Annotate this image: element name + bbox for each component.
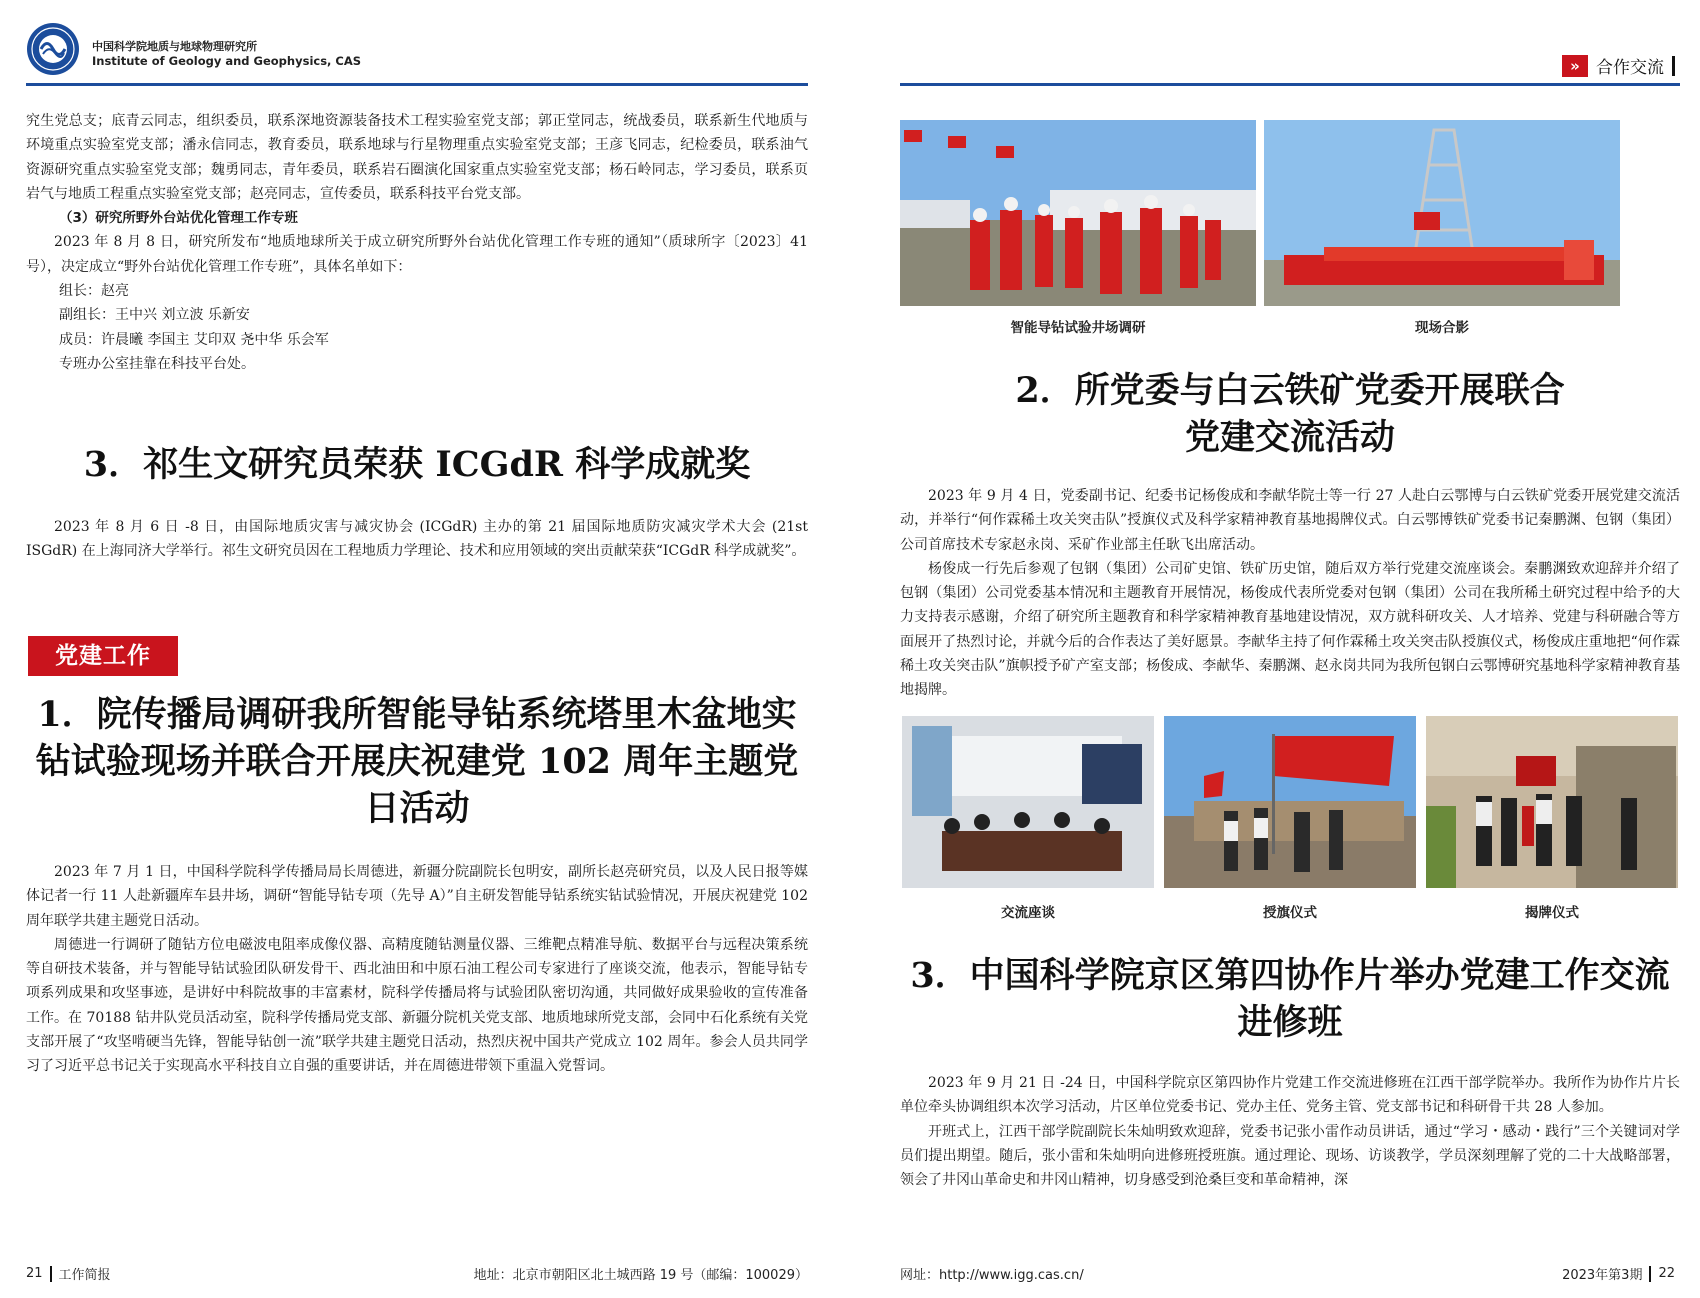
- heading-one: 1．院传播局调研我所智能导钻系统塔里木盆地实钻试验现场并联合开展庆祝建党 102 周年主题党日活动: [35, 694, 799, 829]
- subheading-field-stations: （3）研究所野外台站优化管理工作专班: [59, 210, 298, 227]
- caption-flag-ceremony: 授旗仪式: [1263, 905, 1317, 921]
- para-one-b: 周德进一行调研了随钻方位电磁波电阻率成像仪器、高精度随钻测量仪器、三维靶点精准导航、数据平台与远程决策系统等自研技术装备，并与智能导钻试验团队研发骨干、西北油田和中原石油工程公司专家进行了座谈交流，他表示，智能导钻专项系列成果和攻坚事迹，是讲好中科院故事的丰富素材，院科学传播局将与试验团队密切沟通，共同做好成果验收的宣传准备工作。在 70188 钻井队党员活动室，院科学传播局党支部、新疆分院机关党支部、地质地球所党支部，会同中石化系统有关党支部开展了“攻坚啃硬当先锋，智能导钻创一流”联学共建主题党日活动，热烈庆祝中国共产党成立 102 周年。参会人员共同学习了习近平总书记关于实现高水平科技自立自强的重要讲话，并在周德进带领下重温入党誓词。: [26, 936, 808, 1075]
- para-two-b: 杨俊成一行先后参观了包钢（集团）公司矿史馆、铁矿历史馆，随后双方举行党建交流座谈会。秦鹏渊致欢迎辞并介绍了包钢（集团）公司党委基本情况和主题教育开展情况，杨俊成代表所党委对包钢（集团）公司在我所稀土研究过程中给予的大力支持表示感谢，介绍了研究所主题教育和科学家精神教育基地建设情况，双方就科研攻关、人才培养、党建与科研融合等方面展开了热烈讨论，并就今后的合作表达了美好愿景。李献华主持了何作霖稀土攻关突击队授旗仪式，杨俊成庄重地把“何作霖稀土攻关突击队”旗帜授予矿产室支部；杨俊成、李献华、秦鹏渊、赵永岗共同为我所包钢白云鄂博研究基地科学家精神教育基地揭牌。: [900, 560, 1680, 699]
- institute-logo-icon: [26, 22, 80, 76]
- award-paragraph: 2023 年 8 月 6 日 -8 日，由国际地质灾害与减灾协会 (ICGdR) 主办的第 21 届国际地质防灾减灾学术大会 (21st ISGdR) 在上海同济大学举行。祁生文研究员因在工程地质力学理论、技术和应用领域的突出贡献荣获“ICGdR 科学成就奖”。: [26, 519, 808, 560]
- list-item: 成员：许晨曦 李国主 艾印双 尧中华 乐会军: [59, 331, 329, 348]
- photo-plaque-unveiling: [1426, 716, 1678, 888]
- institute-name-en: Institute of Geology and Geophysics, CAS: [92, 54, 362, 68]
- notice-paragraph: 2023 年 8 月 8 日，研究所发布“地质地球所关于成立研究所野外台站优化管理工作专班的通知”（质球所字〔2023〕41 号），决定成立“野外台站优化管理工作专班”，具体名单如下：: [26, 234, 808, 275]
- list-item: 专班办公室挂靠在科技平台处。: [59, 355, 255, 372]
- institute-name-cn: 中国科学院地质与地球物理研究所: [92, 40, 257, 53]
- caption-meeting: 交流座谈: [1001, 905, 1055, 921]
- para-three-b: 开班式上，江西干部学院副院长朱灿明致欢迎辞，党委书记张小雷作动员讲话，通过“学习・感动・践行”三个关键词对学员们提出期望。随后，张小雷和朱灿明向进修班授班旗。通过理论、现场、访谈教学，学员深刻理解了党的二十大战略部署，领会了井冈山革命史和井冈山精神，切身感受到沧桑巨变和革命精神，深: [900, 1123, 1680, 1189]
- page-number-right: 22: [1658, 1266, 1675, 1281]
- right-text-block-mid: [900, 484, 1680, 703]
- section-divider: [1672, 56, 1675, 76]
- photo-meeting: [902, 716, 1154, 888]
- publication-name: 工作简报: [58, 1268, 111, 1283]
- list-item: 副组长：王中兴 刘立波 乐新安: [59, 307, 250, 324]
- right-page: [850, 0, 1700, 1298]
- left-text-block-bottom: [26, 860, 808, 1079]
- page-number-left: 21: [26, 1266, 43, 1281]
- photo-group-rig: [1264, 120, 1620, 306]
- footer-left: [26, 1264, 111, 1283]
- para-two-a: 2023 年 9 月 4 日，党委副书记、纪委书记杨俊成和李献华院士等一行 27 人赴白云鄂博与白云铁矿党委开展党建交流活动，并举行“何作霖稀土攻关突击队”授旗仪式及科学家精神教育基地揭牌仪式。白云鄂博铁矿党委书记秦鹏渊、包钢（集团）公司首席技术专家赵永岗、采矿作业部主任耿飞出席活动。: [900, 488, 1680, 553]
- list-item: 组长：赵亮: [59, 283, 129, 300]
- section-label: 合作交流: [1596, 58, 1664, 78]
- header-rule: [26, 83, 808, 86]
- caption-drilling-site: 智能导钻试验井场调研: [1010, 320, 1146, 336]
- footer-right: [1562, 1264, 1675, 1283]
- footer-address: 地址：北京市朝阳区北土城西路 19 号（邮编：100029）: [473, 1268, 808, 1283]
- intro-paragraph: 究生党总支；底青云同志，组织委员，联系深地资源装备技术工程实验室党支部；郭正堂同志，统战委员，联系新生代地质与环境重点实验室党支部；潘永信同志，教育委员，联系地球与行星物理重点实验室党支部；王彦飞同志，纪检委员，联系油气资源研究重点实验室党支部；魏勇同志，青年委员，联系岩石圈演化国家重点实验室党支部；杨石岭同志，学习委员，联系页岩气与地质工程重点实验室党支部；赵亮同志，宣传委员，联系科技平台党支部。: [26, 113, 808, 202]
- section-tag: [1562, 53, 1675, 78]
- caption-plaque-unveiling: 揭牌仪式: [1525, 905, 1579, 921]
- issue-label: 2023年第3期: [1562, 1268, 1643, 1283]
- para-three-a: 2023 年 9 月 21 日 -24 日，中国科学院京区第四协作片党建工作交流进修班在江西干部学院举办。我所作为协作片片长单位牵头协调组织本次学习活动，片区单位党委书记、党办主任、党务主管、党支部书记和科研骨干共 28 人参加。: [900, 1075, 1680, 1116]
- left-text-block-top: [26, 109, 808, 376]
- category-badge: 党建工作: [28, 636, 178, 676]
- photo-flag-ceremony: [1164, 716, 1416, 888]
- award-text-block: [26, 515, 808, 564]
- header-rule: [900, 83, 1680, 86]
- heading-award: 3．祁生文研究员荣获 ICGdR 科学成就奖: [83, 444, 751, 485]
- right-text-block-bottom: [900, 1071, 1680, 1192]
- heading-three: 3．中国科学院京区第四协作片举办党建工作交流进修班: [910, 955, 1670, 1043]
- heading-two: 2．所党委与白云铁矿党委开展联合党建交流活动: [1015, 370, 1565, 458]
- double-chevron-right-icon: »: [1562, 55, 1588, 77]
- para-one-a: 2023 年 7 月 1 日，中国科学院科学传播局局长周德进，新疆分院副院长包明安，副所长赵亮研究员，以及人民日报等媒体记者一行 11 人赴新疆库车县井场，调研“智能导钻专项（先导 A）”自主研发智能导钻系统实钻试验情况，开展庆祝建党 102 周年联学共建主题党日活动。: [26, 864, 808, 929]
- caption-group-rig: 现场合影: [1415, 320, 1469, 336]
- photo-drilling-site: [900, 120, 1256, 306]
- footer-url: 网址：http://www.igg.cas.cn/: [900, 1268, 1084, 1283]
